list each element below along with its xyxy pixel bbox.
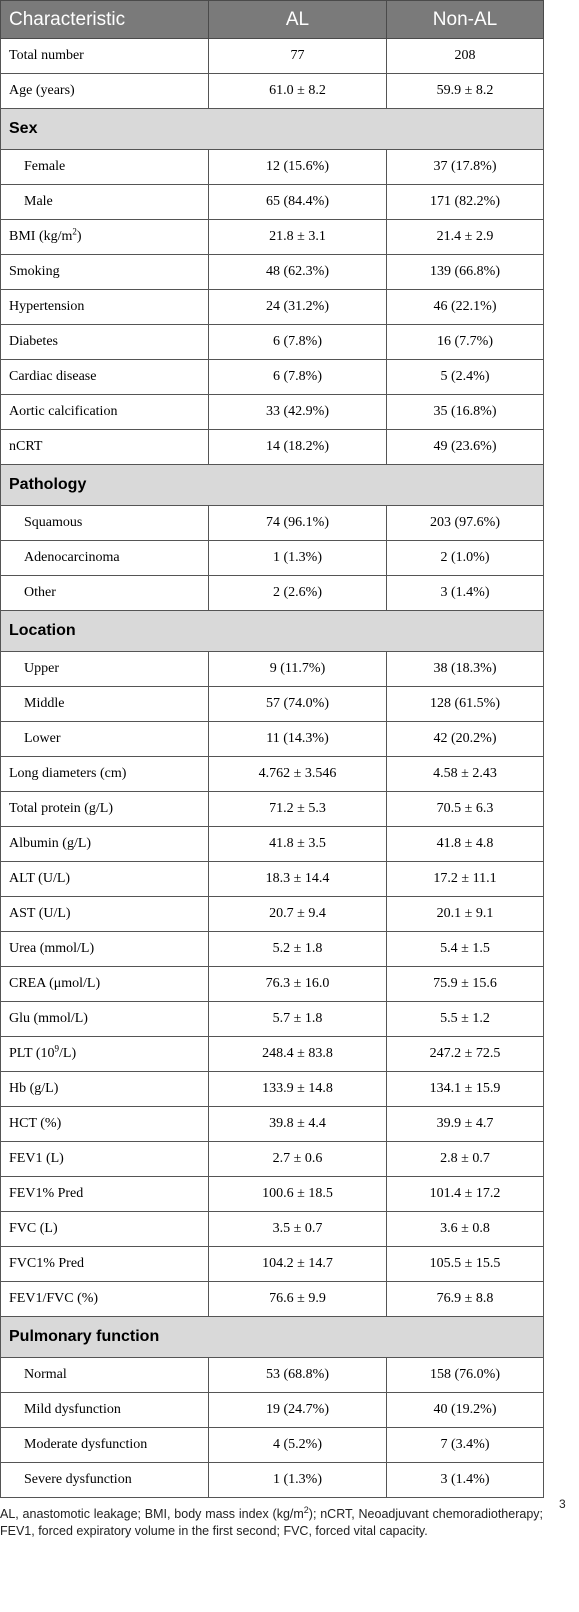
row-label xyxy=(1,1212,209,1247)
al-value: 18.3 ± 14.4 xyxy=(209,862,387,897)
row-label xyxy=(1,1428,209,1463)
row-label-text: Diabetes xyxy=(9,334,58,349)
row-label xyxy=(1,290,209,325)
non-al-value: 49 (23.6%) xyxy=(387,430,544,465)
table-row xyxy=(1,932,544,967)
table-row xyxy=(1,255,544,290)
al-value: 5.2 ± 1.8 xyxy=(209,932,387,967)
non-al-value: 37 (17.8%) xyxy=(387,150,544,185)
row-label-text: Smoking xyxy=(9,264,60,279)
table-row xyxy=(1,862,544,897)
row-label xyxy=(1,1107,209,1142)
al-value: 39.8 ± 4.4 xyxy=(209,1107,387,1142)
row-label xyxy=(1,1282,209,1317)
row-label xyxy=(1,1177,209,1212)
table-row xyxy=(1,687,544,722)
table-row xyxy=(1,185,544,220)
row-label-text: AST (U/L) xyxy=(9,906,71,921)
section-row xyxy=(1,109,544,150)
al-value: 19 (24.7%) xyxy=(209,1393,387,1428)
row-label-text: FVC1% Pred xyxy=(9,1256,85,1271)
table-body xyxy=(1,39,544,1498)
row-label-text: FEV1 (L) xyxy=(9,1151,64,1166)
row-label-text: Aortic calcification xyxy=(9,404,118,419)
al-value: 6 (7.8%) xyxy=(209,325,387,360)
non-al-value: 5.4 ± 1.5 xyxy=(387,932,544,967)
al-value: 12 (15.6%) xyxy=(209,150,387,185)
non-al-value: 3.6 ± 0.8 xyxy=(387,1212,544,1247)
row-label-text: Moderate dysfunction xyxy=(24,1437,148,1452)
al-value: 24 (31.2%) xyxy=(209,290,387,325)
row-label-text: CREA (μmol/L) xyxy=(9,976,101,991)
table-row xyxy=(1,792,544,827)
row-label-text: Total number xyxy=(9,48,84,63)
al-value: 33 (42.9%) xyxy=(209,395,387,430)
row-label-text: Total protein (g/L) xyxy=(9,801,113,816)
non-al-value: 7 (3.4%) xyxy=(387,1428,544,1463)
row-label-text: Adenocarcinoma xyxy=(24,550,120,565)
row-label xyxy=(1,652,209,687)
non-al-value: 4.58 ± 2.43 xyxy=(387,757,544,792)
row-label xyxy=(1,39,209,74)
non-al-value: 2.8 ± 0.7 xyxy=(387,1142,544,1177)
table-row xyxy=(1,1177,544,1212)
row-label xyxy=(1,862,209,897)
row-label xyxy=(1,576,209,611)
al-value: 77 xyxy=(209,39,387,74)
row-label xyxy=(1,185,209,220)
non-al-value: 3 (1.4%) xyxy=(387,1463,544,1498)
al-value: 100.6 ± 18.5 xyxy=(209,1177,387,1212)
table-row xyxy=(1,827,544,862)
row-label-text: Severe dysfunction xyxy=(24,1472,132,1487)
section-row xyxy=(1,465,544,506)
row-label-text: HCT (%) xyxy=(9,1116,62,1131)
row-label xyxy=(1,1072,209,1107)
non-al-value: 5.5 ± 1.2 xyxy=(387,1002,544,1037)
row-label xyxy=(1,395,209,430)
row-label-text: Middle xyxy=(24,696,65,711)
table-row xyxy=(1,74,544,109)
row-label xyxy=(1,325,209,360)
al-value: 2 (2.6%) xyxy=(209,576,387,611)
row-label xyxy=(1,220,209,255)
al-value: 11 (14.3%) xyxy=(209,722,387,757)
header-characteristic: Characteristic xyxy=(1,1,209,39)
header-al: AL xyxy=(209,1,387,39)
table-row xyxy=(1,1358,544,1393)
al-value: 104.2 ± 14.7 xyxy=(209,1247,387,1282)
non-al-value: 158 (76.0%) xyxy=(387,1358,544,1393)
table-row xyxy=(1,430,544,465)
row-label-suffix: ) xyxy=(76,229,82,244)
al-value: 65 (84.4%) xyxy=(209,185,387,220)
non-al-value: 46 (22.1%) xyxy=(387,290,544,325)
non-al-value: 59.9 ± 8.2 xyxy=(387,74,544,109)
footnote-text-end: ); nCRT, Neoadjuvant chemoradiotherapy; FEV1, forced expiratory volume in the first second; FVC, forced vital capacity. xyxy=(0,1507,543,1538)
row-label-superscript: 2 xyxy=(72,226,77,237)
row-label xyxy=(1,541,209,576)
row-label-text: Squamous xyxy=(24,515,83,530)
non-al-value: 208 xyxy=(387,39,544,74)
non-al-value: 139 (66.8%) xyxy=(387,255,544,290)
row-label-superscript: 9 xyxy=(54,1043,60,1054)
table-row xyxy=(1,1247,544,1282)
header-non-al: Non-AL xyxy=(387,1,544,39)
non-al-value: 105.5 ± 15.5 xyxy=(387,1247,544,1282)
non-al-value: 17.2 ± 11.1 xyxy=(387,862,544,897)
table-row xyxy=(1,1212,544,1247)
section-row xyxy=(1,1317,544,1358)
al-value: 14 (18.2%) xyxy=(209,430,387,465)
table-row xyxy=(1,541,544,576)
non-al-value: 101.4 ± 17.2 xyxy=(387,1177,544,1212)
non-al-value: 5 (2.4%) xyxy=(387,360,544,395)
row-label xyxy=(1,1037,209,1072)
al-value: 21.8 ± 3.1 xyxy=(209,220,387,255)
section-heading: Pulmonary function xyxy=(1,1317,544,1358)
table-row xyxy=(1,220,544,255)
section-heading: Sex xyxy=(1,109,544,150)
al-value: 1 (1.3%) xyxy=(209,541,387,576)
row-label xyxy=(1,1393,209,1428)
row-label xyxy=(1,1002,209,1037)
section-heading: Pathology xyxy=(1,465,544,506)
table-footnote xyxy=(0,1506,543,1540)
al-value: 6 (7.8%) xyxy=(209,360,387,395)
non-al-value: 2 (1.0%) xyxy=(387,541,544,576)
row-label-text: FVC (L) xyxy=(9,1221,58,1236)
row-label-text: Upper xyxy=(24,661,59,676)
row-label xyxy=(1,932,209,967)
non-al-value: 16 (7.7%) xyxy=(387,325,544,360)
table-row xyxy=(1,395,544,430)
row-label xyxy=(1,1247,209,1282)
non-al-value: 75.9 ± 15.6 xyxy=(387,967,544,1002)
table-row xyxy=(1,1037,544,1072)
table-row xyxy=(1,1428,544,1463)
non-al-value: 76.9 ± 8.8 xyxy=(387,1282,544,1317)
row-label-text: BMI (kg/m xyxy=(9,229,73,244)
section-row xyxy=(1,611,544,652)
row-label xyxy=(1,827,209,862)
non-al-value: 42 (20.2%) xyxy=(387,722,544,757)
table-row xyxy=(1,967,544,1002)
al-value: 9 (11.7%) xyxy=(209,652,387,687)
table-row xyxy=(1,325,544,360)
non-al-value: 38 (18.3%) xyxy=(387,652,544,687)
footnote-superscript: 2 xyxy=(303,1504,309,1515)
row-label-text: Hb (g/L) xyxy=(9,1081,59,1096)
row-label xyxy=(1,430,209,465)
al-value: 61.0 ± 8.2 xyxy=(209,74,387,109)
non-al-value: 3 (1.4%) xyxy=(387,576,544,611)
al-value: 41.8 ± 3.5 xyxy=(209,827,387,862)
row-label-text: Cardiac disease xyxy=(9,369,97,384)
al-value: 1 (1.3%) xyxy=(209,1463,387,1498)
row-label-text: Lower xyxy=(24,731,61,746)
row-label-text: Other xyxy=(24,585,56,600)
row-label-text: PLT (10 xyxy=(9,1046,55,1061)
table-row xyxy=(1,1463,544,1498)
al-value: 48 (62.3%) xyxy=(209,255,387,290)
al-value: 76.3 ± 16.0 xyxy=(209,967,387,1002)
row-label-text: Hypertension xyxy=(9,299,85,314)
row-label xyxy=(1,150,209,185)
row-label xyxy=(1,792,209,827)
table-row xyxy=(1,576,544,611)
non-al-value: 41.8 ± 4.8 xyxy=(387,827,544,862)
table-row xyxy=(1,1002,544,1037)
row-label-text: Albumin (g/L) xyxy=(9,836,92,851)
non-al-value: 20.1 ± 9.1 xyxy=(387,897,544,932)
al-value: 4 (5.2%) xyxy=(209,1428,387,1463)
al-value: 2.7 ± 0.6 xyxy=(209,1142,387,1177)
non-al-value: 70.5 ± 6.3 xyxy=(387,792,544,827)
non-al-value: 128 (61.5%) xyxy=(387,687,544,722)
al-value: 133.9 ± 14.8 xyxy=(209,1072,387,1107)
row-label xyxy=(1,687,209,722)
row-label xyxy=(1,897,209,932)
row-label-text: FEV1/FVC (%) xyxy=(9,1291,99,1306)
non-al-value: 35 (16.8%) xyxy=(387,395,544,430)
table-row xyxy=(1,897,544,932)
row-label xyxy=(1,757,209,792)
non-al-value: 247.2 ± 72.5 xyxy=(387,1037,544,1072)
al-value: 4.762 ± 3.546 xyxy=(209,757,387,792)
row-label xyxy=(1,967,209,1002)
row-label-text: Age (years) xyxy=(9,83,75,98)
footnote-text-start: AL, anastomotic leakage; BMI, body mass index (kg/m xyxy=(0,1507,304,1521)
row-label xyxy=(1,255,209,290)
al-value: 248.4 ± 83.8 xyxy=(209,1037,387,1072)
table-row xyxy=(1,506,544,541)
table-row xyxy=(1,1282,544,1317)
row-label-text: ALT (U/L) xyxy=(9,871,71,886)
row-label-text: Normal xyxy=(24,1367,67,1382)
row-label-text: Urea (mmol/L) xyxy=(9,941,95,956)
table-row xyxy=(1,1107,544,1142)
table-row xyxy=(1,1142,544,1177)
non-al-value: 134.1 ± 15.9 xyxy=(387,1072,544,1107)
table-row xyxy=(1,1393,544,1428)
row-label xyxy=(1,1142,209,1177)
row-label xyxy=(1,506,209,541)
section-heading: Location xyxy=(1,611,544,652)
table-header-row xyxy=(1,1,544,39)
al-value: 20.7 ± 9.4 xyxy=(209,897,387,932)
row-label-text: Male xyxy=(24,194,53,209)
row-label xyxy=(1,722,209,757)
table-row xyxy=(1,360,544,395)
al-value: 76.6 ± 9.9 xyxy=(209,1282,387,1317)
row-label xyxy=(1,1463,209,1498)
table-row xyxy=(1,290,544,325)
table-row xyxy=(1,1072,544,1107)
row-label-text: Glu (mmol/L) xyxy=(9,1011,88,1026)
al-value: 71.2 ± 5.3 xyxy=(209,792,387,827)
al-value: 3.5 ± 0.7 xyxy=(209,1212,387,1247)
non-al-value: 39.9 ± 4.7 xyxy=(387,1107,544,1142)
table-row xyxy=(1,652,544,687)
non-al-value: 171 (82.2%) xyxy=(387,185,544,220)
table-row xyxy=(1,150,544,185)
row-label xyxy=(1,74,209,109)
non-al-value: 203 (97.6%) xyxy=(387,506,544,541)
non-al-value: 40 (19.2%) xyxy=(387,1393,544,1428)
al-value: 74 (96.1%) xyxy=(209,506,387,541)
row-label xyxy=(1,1358,209,1393)
al-value: 5.7 ± 1.8 xyxy=(209,1002,387,1037)
non-al-value: 21.4 ± 2.9 xyxy=(387,220,544,255)
row-label-suffix: /L) xyxy=(59,1046,77,1061)
page-number: 3 xyxy=(559,1497,566,1511)
row-label-text: Long diameters (cm) xyxy=(9,766,127,781)
row-label-text: Female xyxy=(24,159,66,174)
table-row xyxy=(1,722,544,757)
table-row xyxy=(1,39,544,74)
al-value: 53 (68.8%) xyxy=(209,1358,387,1393)
row-label-text: nCRT xyxy=(9,439,43,454)
row-label xyxy=(1,360,209,395)
row-label-text: Mild dysfunction xyxy=(24,1402,121,1417)
table-row xyxy=(1,757,544,792)
al-value: 57 (74.0%) xyxy=(209,687,387,722)
row-label-text: FEV1% Pred xyxy=(9,1186,84,1201)
